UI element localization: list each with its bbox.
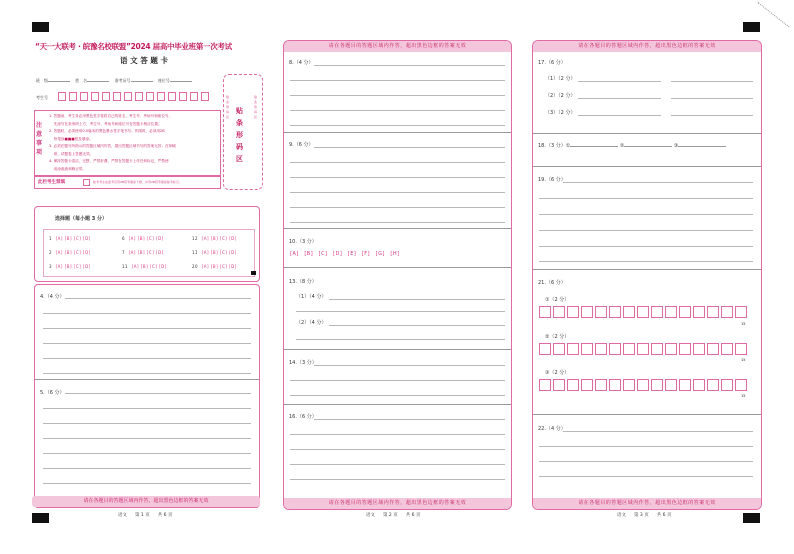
absent-box (34, 176, 221, 189)
page-2-bottom-bar: 请在各题目的答题区域内作答，超出黑色边框的答案无效 (284, 498, 511, 509)
page-3-bottom-bar: 请在各题目的答题区域内作答，超出黑色边框的答案无效 (533, 498, 761, 509)
registration-mark (32, 513, 49, 523)
grid-cell[interactable] (609, 306, 621, 318)
q5-label: 5.（6 分） (40, 390, 65, 396)
grid-cell[interactable] (721, 306, 733, 318)
grid-cell[interactable] (609, 343, 621, 355)
exam-no-label: 考生号 (36, 95, 48, 100)
registration-mark (743, 513, 760, 523)
q10-options[interactable]: [A] [B] [C] [D] [E] [F] [G] [H] (290, 251, 400, 257)
grid-cell[interactable] (553, 306, 565, 318)
q4-label: 4.（4 分） (40, 294, 65, 300)
grid-cell[interactable] (539, 306, 551, 318)
grid-cell[interactable] (637, 379, 649, 391)
q17-3-label: （3）（2 分） (545, 110, 576, 116)
q14-label: 14.（3 分） (289, 360, 317, 366)
grid-cell[interactable] (595, 379, 607, 391)
grid-cell[interactable] (623, 306, 635, 318)
q22-label: 22.（4 分） (538, 426, 566, 432)
student-fields (36, 78, 192, 84)
notice-box (34, 110, 221, 176)
grid-cell[interactable] (665, 379, 677, 391)
grid-cell[interactable] (595, 306, 607, 318)
q16-label: 16.（6 分） (289, 414, 317, 420)
grid-cell[interactable] (679, 306, 691, 318)
q21-1-label: ①（2 分） (545, 297, 570, 303)
registration-mark (743, 22, 760, 32)
field-ticket[interactable]: 准考证号 (114, 78, 131, 83)
absent-checkbox[interactable] (83, 179, 90, 186)
q18-label: 18.（3 分）① ② ③ (538, 142, 726, 149)
card-subtitle: 语 文 答 题 卡 (120, 56, 168, 65)
absent-label: 此栏考生禁填 (38, 180, 65, 185)
q9-label: 9.（6 分） (289, 142, 314, 148)
grid-cell[interactable] (595, 343, 607, 355)
grid-cell[interactable] (693, 379, 705, 391)
grid-cell[interactable] (581, 306, 593, 318)
barcode-label: 贴 条 形 码 区 (236, 107, 243, 163)
grid-cell[interactable] (693, 343, 705, 355)
grid-cell[interactable] (679, 379, 691, 391)
notice-label: 注意事项 (36, 122, 43, 156)
page-3-top-bar: 请在各题目的答题区域内作答，超出黑色边框的答案无效 (533, 41, 761, 52)
cut-line (757, 2, 789, 27)
grid-cell[interactable] (679, 343, 691, 355)
grid-cell[interactable] (553, 343, 565, 355)
choice-grid[interactable]: 1 [A] [B] [C] [D] 6 [A] [B] [C] [D] 12 [A] [B] [C] [D] 2 [A] [B] [C] [D] 7 [A] [B] [C] [D] 11 [A] [B] [C] [D] 3 [A] [B] [C] [D] 11 [A] [B] [C] [D] 20 [A] [B] [C] [D] (43, 229, 255, 277)
grid-cell[interactable] (623, 343, 635, 355)
grid-cell[interactable] (735, 306, 747, 318)
grid-cell[interactable] (539, 379, 551, 391)
q19-label: 19.（6 分） (538, 177, 566, 183)
grid-cell[interactable] (651, 306, 663, 318)
grid-cell[interactable] (665, 306, 677, 318)
q17-2-label: （2）（2 分） (545, 93, 576, 99)
grid-cell[interactable] (665, 343, 677, 355)
grid-cell[interactable] (735, 379, 747, 391)
grid-cell[interactable] (693, 306, 705, 318)
field-seat[interactable]: 座位号 (157, 78, 170, 83)
q21-3-label: ③（2 分） (545, 370, 570, 376)
page-2-top-bar: 请在各题目的答题区域内作答，超出黑色边框的答案无效 (284, 41, 511, 52)
exam-no-boxes[interactable] (58, 91, 215, 103)
barcode-side-left: 贴条形码区 (226, 95, 230, 119)
page-title: “天一大联考 · 皖豫名校联盟”2024 届高中毕业班第一次考试 (35, 42, 232, 51)
page-1 (30, 38, 266, 508)
q13-1-label: （1）（4 分） (296, 294, 327, 300)
page-1-footer: 语文 第 1 页 共 6 页 (118, 513, 173, 518)
q21-label: 21.（6 分） (538, 280, 566, 286)
page-3-footer: 语文 第 3 页 共 6 页 (617, 513, 672, 518)
grid-cell[interactable] (553, 379, 565, 391)
barcode-side-right: 贴条形码区 (254, 95, 258, 119)
grid-cell[interactable] (581, 379, 593, 391)
page-3 (532, 40, 762, 510)
q13-label: 13.（8 分） (289, 279, 317, 285)
grid-cell[interactable] (651, 379, 663, 391)
answer-area-4-5 (34, 284, 260, 508)
grid-cell[interactable] (637, 343, 649, 355)
q21-1-count: 15 (741, 322, 746, 326)
q21-2-label: ②（2 分） (545, 334, 570, 340)
grid-cell[interactable] (735, 343, 747, 355)
grid-cell[interactable] (567, 343, 579, 355)
absent-note: 缺考考生由监考员用2B铅笔填涂下框，并用2B铅笔填涂缺考标记。 (93, 180, 182, 184)
grid-cell[interactable] (623, 379, 635, 391)
choice-section (34, 206, 260, 282)
field-name[interactable]: 姓 名 (75, 78, 88, 83)
q21-3-count: 15 (741, 394, 746, 398)
grid-cell[interactable] (707, 306, 719, 318)
page-1-bottom-bar: 请在各题目的答题区域内作答，超出黑色边框的答案无效 (32, 496, 260, 507)
page-2 (283, 40, 512, 510)
q8-label: 8.（4 分） (289, 60, 314, 66)
grid-cell[interactable] (609, 379, 621, 391)
q21-2-count: 15 (741, 358, 746, 362)
field-class[interactable]: 班 级 (36, 78, 48, 83)
choice-title: 选择题（每小题 3 分） (55, 216, 107, 222)
grid-cell[interactable] (539, 343, 551, 355)
notice-text: 1. 答题前，考生务必用黑色签字笔将自己的姓名、考生号、考场号和座位号， 先涂写在条形码上方，考生号、考场号和座位号在答题卡相应位置。 2. 答题时，必须使用0.5毫米的黑色墨水签字笔书写；作图时，必须用2B 铅笔涂■■■框及填涂。 3. 必须在题号所指示的答题区域内作答，超出答题区域书写的答案无效；在草稿 纸、试题卷上答题无效。 4. 保持答题卡清洁、完整，严禁折叠，严禁在答题卡上作任何标记，严禁使 用涂改液和修正带。 (49, 114, 176, 171)
page-2-footer: 语文 第 2 页 共 6 页 (366, 513, 421, 518)
grid-cell[interactable] (637, 306, 649, 318)
barcode-area (223, 74, 263, 190)
grid-cell[interactable] (721, 379, 733, 391)
registration-mark (32, 22, 49, 32)
grid-cell[interactable] (721, 343, 733, 355)
grid-cell[interactable] (567, 306, 579, 318)
choice-marker (251, 271, 256, 275)
q10-label: 10.（3 分） (289, 239, 317, 245)
q17-1-label: （1）（2 分） (545, 76, 576, 82)
grid-cell[interactable] (581, 343, 593, 355)
q13-2-label: （2）（4 分） (296, 320, 327, 326)
grid-cell[interactable] (707, 379, 719, 391)
grid-cell[interactable] (707, 343, 719, 355)
grid-cell[interactable] (651, 343, 663, 355)
q17-label: 17.（6 分） (538, 60, 566, 66)
grid-cell[interactable] (567, 379, 579, 391)
